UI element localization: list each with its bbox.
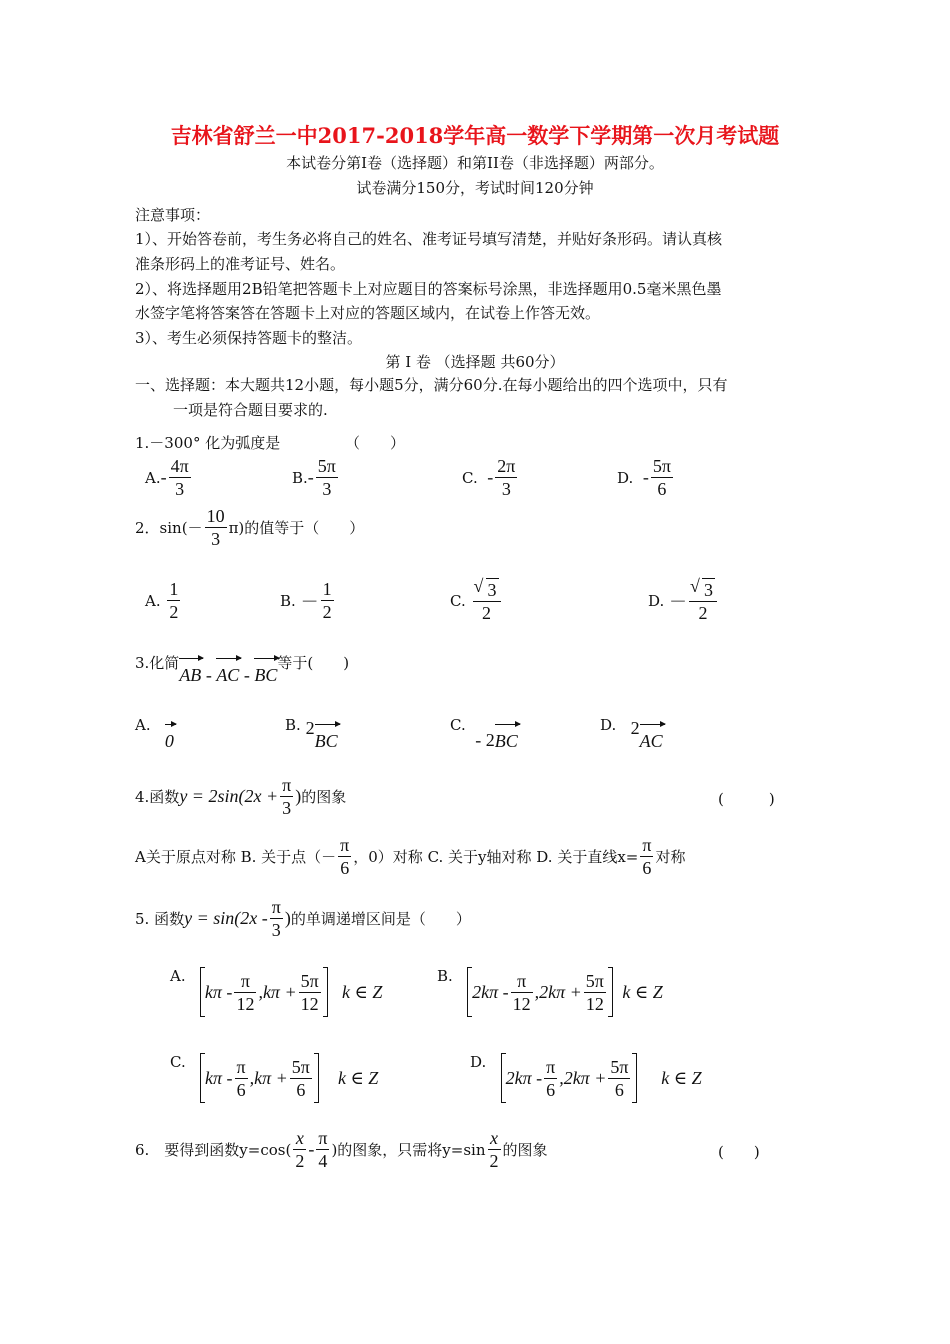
- q3-stem: 3.化简 AB - AC - BC 等于( ): [135, 654, 350, 685]
- q3-option-a: A. 0: [135, 716, 174, 751]
- q5-stem: 5. 函数 y = sin(2x - $\frac{\pi}{3}$ ) 的单调递增区间是（ ）: [135, 897, 471, 940]
- q5-option-c: C. kπ - $\frac{\pi}{6}$ ,kπ + $\frac{5\pi}{6}$ k ∈ Z: [170, 1053, 378, 1103]
- q2-option-d: D. － √ $\frac{3}{2}$: [648, 578, 719, 624]
- q1-option-d: D. - $\frac{5\pi}{6}$: [617, 456, 671, 499]
- notice-line: 1）、开始答卷前，考生务必将自己的姓名、准考证号填写清楚，并贴好条形码。请认真核: [135, 230, 723, 248]
- notice-line: 3）、考生必须保持答题卡的整洁。: [135, 329, 363, 347]
- q1-answer-paren: （ ）: [345, 434, 406, 452]
- q2-stem: 2．sin(－ $\frac{10}{3}$ π)的值等于（ ）: [135, 506, 365, 549]
- notice-heading: 注意事项：: [135, 206, 211, 224]
- q3-option-c: C. - 2 BC: [450, 716, 518, 751]
- section-instruction: 一、选择题：本大题共12小题，每小题5分，满分60分.在每小题给出的四个选项中，只有: [135, 376, 728, 394]
- q6-stem: 6. 要得到函数y=cos( $\frac{x}{2}$ - $\frac{\pi}{4}$ )的图象，只需将y=sin $\frac{x}{2}$ 的图象: [135, 1128, 548, 1171]
- q2-option-a: A. $\frac{1}{2}$: [145, 579, 179, 622]
- intro-line-2: 试卷满分150分，考试时间120分钟: [356, 179, 594, 197]
- q4-answer-paren: ( ): [718, 790, 775, 808]
- q3-option-b: B. 2 BC: [285, 716, 338, 751]
- q4-stem: 4.函数 y = 2sin(2x + $\frac{\pi}{3}$ ) 的图象: [135, 775, 347, 818]
- q5-option-b: B. 2kπ - $\frac{\pi}{12}$ ,2kπ + $\frac{5\pi}{12}$ k ∈ Z: [437, 967, 663, 1017]
- q3-option-d: D. 2 AC: [600, 716, 663, 751]
- q2-option-b: B. － $\frac{1}{2}$: [280, 579, 332, 622]
- q1-option-b: B. - $\frac{5\pi}{3}$: [292, 456, 336, 499]
- intro-line-1: 本试卷分第I卷（选择题）和第II卷（非选择题）两部分。: [286, 154, 664, 172]
- notice-line: 准条形码上的准考证号、姓名。: [135, 255, 346, 273]
- q1-option-a: A. - $\frac{4\pi}{3}$: [145, 456, 189, 499]
- q4-options: A关于原点对称 B. 关于点（－ $\frac{\pi}{6}$ ，0）对称 C. 关于y轴对称 D. 关于直线x= $\frac{\pi}{6}$ 对称: [135, 835, 686, 878]
- q5-option-a: A. kπ - $\frac{\pi}{12}$ ,kπ + $\frac{5\pi}{12}$ k ∈ Z: [170, 967, 382, 1017]
- q2-option-c: C. √ $\frac{3}{2}$: [450, 578, 503, 624]
- notice-line: 2）、将选择题用2B铅笔把答题卡上对应题目的答案标号涂黑，非选择题用0.5毫米黑色墨: [135, 280, 722, 298]
- exam-title: 吉林省舒兰一中2017-2018学年高一数学下学期第一次月考试题: [170, 123, 780, 148]
- q5-option-d: D. 2kπ - $\frac{\pi}{6}$ ,2kπ + $\frac{5\pi}{6}$ k ∈ Z: [470, 1053, 702, 1103]
- q1-stem: 1.－300° 化为弧度是: [135, 434, 281, 452]
- q1-option-c: C. - $\frac{2\pi}{3}$: [462, 456, 516, 499]
- section-title: 第 I 卷 （选择题 共60分）: [385, 353, 565, 371]
- section-instruction: 一项是符合题目要求的.: [173, 401, 328, 419]
- notice-line: 水签字笔将答案答在答题卡上对应的答题区域内，在试卷上作答无效。: [135, 304, 601, 322]
- q6-answer-paren: ( ): [718, 1143, 760, 1161]
